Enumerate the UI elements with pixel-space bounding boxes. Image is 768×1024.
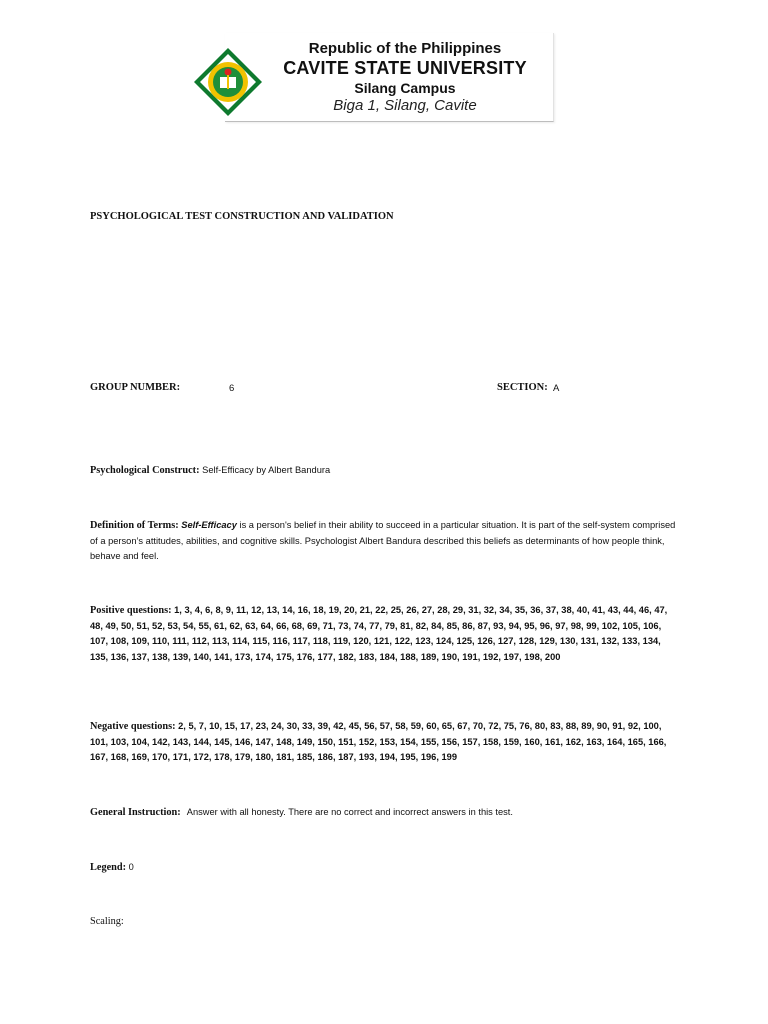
header-university-name: CAVITE STATE UNIVERSITY <box>283 58 527 78</box>
definition-term: Self-Efficacy <box>181 520 237 530</box>
group-number-label: GROUP NUMBER: <box>90 382 181 393</box>
group-number-value: 6 <box>229 383 235 394</box>
negative-questions-list: 2, 5, 7, 10, 15, 17, 23, 24, 30, 33, 39, 42, 45, 56, 57, 58, 59, 60, 65, 67, 70, 72, 75, 76, 80, 83, 88, 89, 90, 91, 92, 100, 101, 103, 104, 142, 143, 144, 145, 146, 147, 148, 149, 150, 151, 152, 153, 154, 155, 156, 157, 158, 159, 160, 161, 162, 163, 164, 165, 166, 167, 168, 169, 170, 171, 172, 178, 179, 180, 181, 185, 186, 187, 193, 194, 195, 196, 199 <box>90 721 667 762</box>
legend-value: 0 <box>128 862 134 872</box>
header-republic: Republic of the Philippines <box>308 40 502 57</box>
negative-questions-label: Negative questions: <box>90 721 176 732</box>
construct-paragraph <box>90 463 680 479</box>
general-instruction-text: Answer with all honesty. There are no correct and incorrect answers in this test. <box>186 807 513 817</box>
positive-questions-list: 1, 3, 4, 6, 8, 9, 11, 12, 13, 14, 16, 18, 19, 20, 21, 22, 25, 26, 27, 28, 29, 31, 32, 34, 35, 36, 37, 38, 40, 41, 43, 44, 46, 47, 48, 49, 50, 51, 52, 53, 54, 55, 61, 62, 63, 64, 66, 68, 69, 71, 73, 74, 77, 79, 81, 82, 84, 85, 86, 87, 93, 94, 95, 96, 97, 98, 99, 102, 105, 106, 107, 108, 109, 110, 111, 112, 113, 114, 115, 116, 117, 118, 119, 120, 121, 122, 123, 124, 125, 126, 127, 128, 129, 130, 131, 132, 133, 134, 135, 136, 137, 138, 139, 140, 141, 173, 174, 175, 176, 177, 182, 183, 184, 188, 189, 190, 191, 192, 197, 198, 200 <box>90 605 668 662</box>
definition-text: is a person's belief in their ability to succeed in a particular situation. It is part of the self-system comprised of a person’s attitudes, abilities, and cognitive skills. Psychologist Albert Bandura described this beliefs as determinants of how people think, behave and feel. <box>90 520 676 561</box>
general-instruction-label: General Instruction: <box>90 807 181 818</box>
definition-paragraph <box>90 518 680 565</box>
header-campus: Silang Campus <box>354 80 456 96</box>
general-instruction-paragraph <box>90 805 680 821</box>
section-value: A <box>553 383 560 394</box>
university-seal-icon <box>193 47 263 117</box>
document-title: PSYCHOLOGICAL TEST CONSTRUCTION AND VALIDATION <box>90 211 394 222</box>
header-address: Biga 1, Silang, Cavite <box>333 97 477 114</box>
legend-paragraph <box>90 860 680 876</box>
construct-value: Self-Efficacy by Albert Bandura <box>202 465 331 475</box>
section-label: SECTION: <box>497 382 548 393</box>
negative-questions-paragraph <box>90 719 680 766</box>
construct-label: Psychological Construct: <box>90 465 200 476</box>
scaling-label: Scaling: <box>90 916 124 927</box>
positive-questions-paragraph <box>90 603 680 665</box>
positive-questions-label: Positive questions: <box>90 605 172 616</box>
definition-label: Definition of Terms: <box>90 520 179 531</box>
legend-label: Legend: <box>90 862 127 873</box>
